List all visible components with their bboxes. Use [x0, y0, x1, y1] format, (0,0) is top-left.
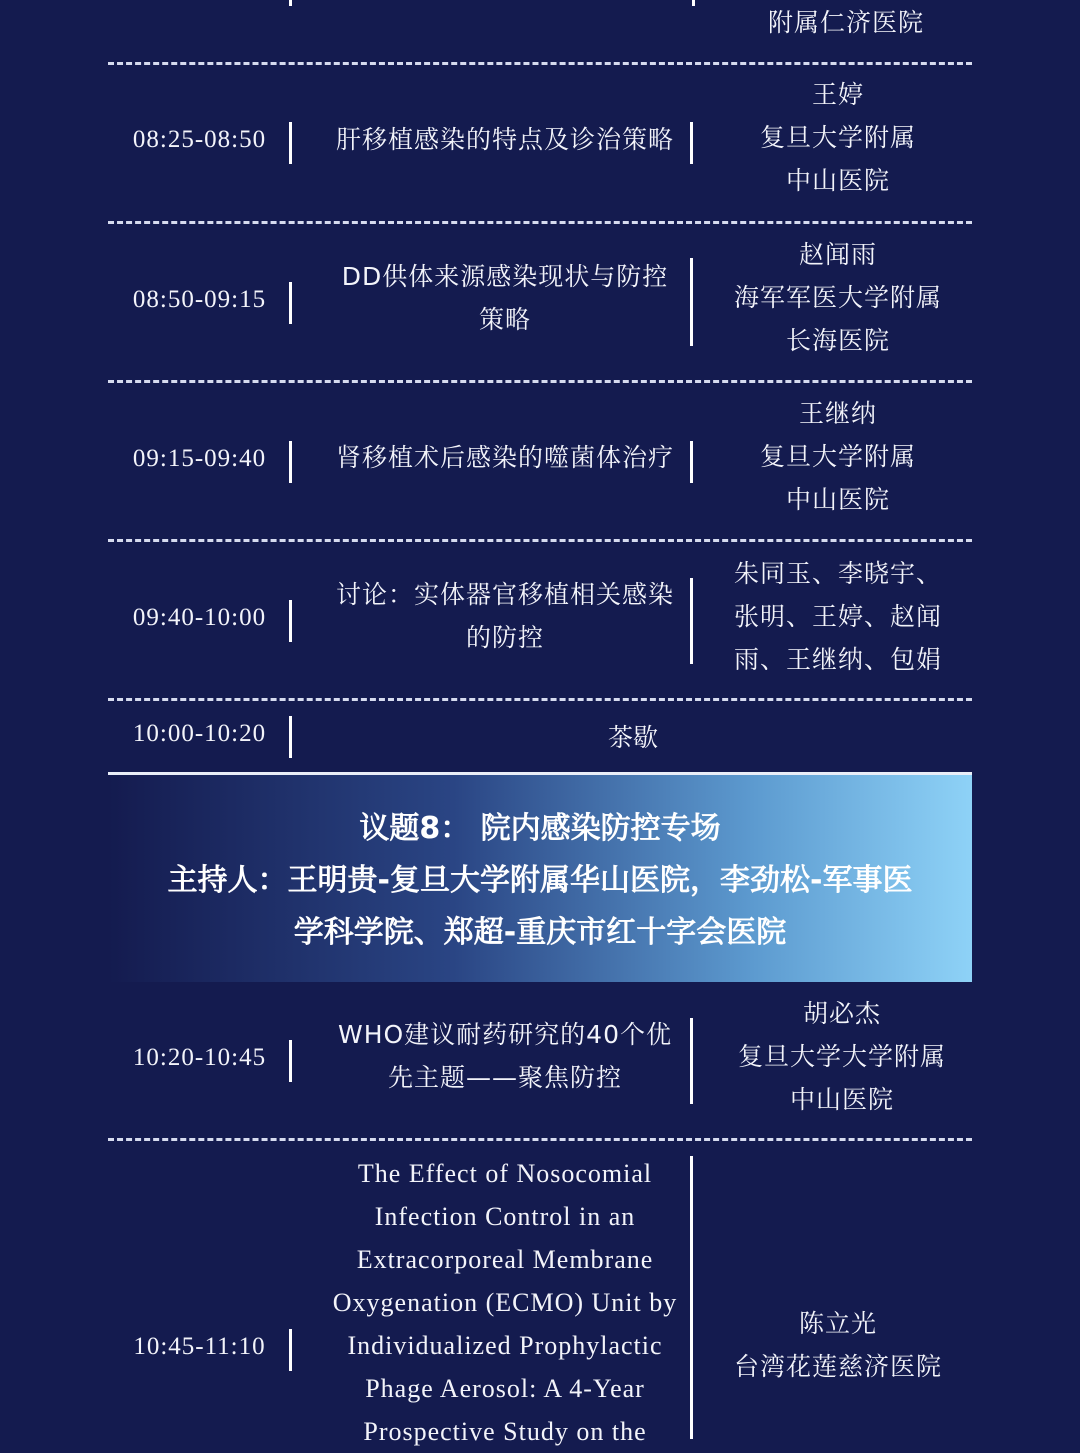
topic-line: Infection Control in an — [374, 1202, 636, 1231]
time-separator — [289, 1040, 292, 1082]
speaker-cell — [712, 73, 964, 202]
speaker-cell — [712, 1302, 964, 1388]
time-cell: 08:25-08:50 — [132, 126, 267, 153]
speaker-affiliation: 中山医院 — [789, 1085, 894, 1114]
speaker-affiliation: 海军军医大学附属 — [733, 283, 942, 312]
time-separator — [289, 122, 292, 164]
tea-break-label: 茶歇 — [607, 723, 658, 752]
speaker-affiliation: 长海医院 — [785, 326, 890, 355]
row-divider — [108, 380, 972, 383]
speaker-line: 雨、王继纳、包娟 — [733, 645, 942, 674]
speaker-name: 王继纳 — [798, 399, 877, 428]
topic-separator — [690, 1156, 693, 1439]
row-divider — [108, 62, 972, 65]
time-separator — [289, 441, 292, 483]
topic-line: 肾移植术后感染的噬菌体治疗 — [335, 443, 674, 472]
speaker-name: 王婷 — [811, 80, 864, 109]
speaker-affiliation: 中山医院 — [785, 485, 890, 514]
time-cell: 08:50-09:15 — [132, 286, 267, 313]
speaker-line: 附属仁济医院 — [767, 8, 924, 37]
speaker-cell — [716, 992, 968, 1121]
topic-cell — [294, 255, 716, 341]
topic-line: 策略 — [478, 305, 531, 334]
topic-line: 讨论：实体器官移植相关感染 — [335, 580, 674, 609]
topic-cell — [294, 118, 716, 161]
topic-separator — [690, 122, 693, 164]
speaker-name: 陈立光 — [798, 1309, 877, 1338]
row-divider — [108, 698, 972, 701]
speaker-cell — [712, 233, 964, 362]
time-cell: 09:15-09:40 — [132, 445, 267, 472]
speaker-affiliation: 复旦大学大学附属 — [737, 1042, 946, 1071]
speaker-affiliation: 复旦大学附属 — [759, 123, 916, 152]
topic-cell — [294, 573, 716, 659]
topic-cell — [294, 436, 716, 479]
topic-line: Prospective Study on the — [363, 1417, 647, 1446]
session-title: 议题8： 院内感染防控专场 — [359, 811, 721, 846]
topic-line: 的防控 — [465, 623, 544, 652]
topic-line: Phage Aerosol: A 4-Year — [365, 1374, 645, 1403]
topic-line: 肝移植感染的特点及诊治策略 — [335, 125, 674, 154]
session-header — [108, 772, 972, 982]
topic-line: WHO建议耐药研究的40个优 — [337, 1020, 672, 1049]
speaker-line: 朱同玉、李晓宇、 — [733, 559, 942, 588]
speaker-affiliation: 台湾花莲慈济医院 — [733, 1352, 942, 1381]
break-time-cell: 10:00-10:20 — [132, 720, 267, 747]
topic-line: DD供体来源感染现状与防控 — [341, 262, 669, 291]
time-cell: 09:40-10:00 — [132, 604, 267, 631]
row-divider — [108, 221, 972, 224]
topic-separator — [690, 258, 693, 346]
time-cell: 10:20-10:45 — [132, 1044, 267, 1071]
topic-line: The Effect of Nosocomial — [357, 1159, 653, 1188]
topic-separator — [690, 578, 693, 664]
row-divider — [108, 539, 972, 542]
time-separator — [289, 0, 292, 6]
topic-line: Extracorporeal Membrane — [356, 1245, 654, 1274]
topic-line: 先主题——聚焦防控 — [387, 1063, 622, 1092]
speaker-cell — [712, 552, 964, 681]
speaker-name: 赵闻雨 — [798, 240, 877, 269]
topic-cell — [294, 1152, 716, 1453]
topic-line: Individualized Prophylactic — [347, 1331, 663, 1360]
speaker-cell — [712, 392, 964, 521]
speaker-name: 胡必杰 — [802, 999, 881, 1028]
topic-separator — [690, 1018, 693, 1104]
topic-cell — [294, 1013, 716, 1099]
time-separator — [289, 600, 292, 642]
speaker-cell — [720, 1, 972, 44]
row-divider — [108, 1138, 972, 1141]
speaker-affiliation: 中山医院 — [785, 166, 890, 195]
time-cell: 10:45-11:10 — [133, 1333, 266, 1360]
speaker-line: 张明、王婷、赵闻 — [733, 602, 942, 631]
session-hosts-continued: 学科学院、郑超-重庆市红十字会医院 — [293, 915, 787, 950]
topic-separator — [692, 0, 695, 6]
topic-line: Oxygenation (ECMO) Unit by — [332, 1288, 678, 1317]
topic-separator — [690, 441, 693, 483]
time-separator — [289, 716, 292, 758]
session-hosts: 主持人：王明贵-复旦大学附属华山医院，李劲松-军事医 — [167, 863, 913, 898]
time-separator — [289, 282, 292, 324]
time-separator — [289, 1329, 292, 1371]
speaker-affiliation: 复旦大学附属 — [759, 442, 916, 471]
